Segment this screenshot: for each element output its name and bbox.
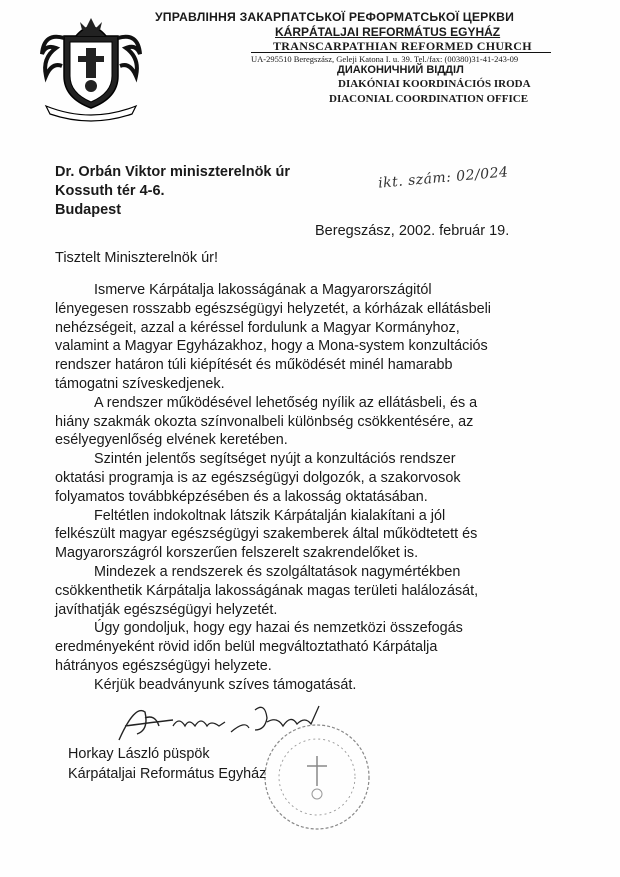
body-line: oktatási programja is az egészségügyi dolgozók, a szakorvosok xyxy=(55,469,461,486)
body-line: A rendszer működésével lehetőség nyílik az ellátásbeli, és a xyxy=(94,394,478,411)
letter-body xyxy=(55,281,575,695)
recipient-city: Budapest xyxy=(55,202,122,218)
body-line: valamint a Magyar Egyházakhoz, hogy a Mona-system konzultációs xyxy=(55,338,488,355)
letterhead-english: TRANSCARPATHIAN REFORMED CHURCH xyxy=(273,39,532,53)
body-line: Kérjük beadványunk szíves támogatását. xyxy=(94,676,357,693)
handwritten-reference-number: ikt. szám: 02/024 xyxy=(377,164,510,192)
official-stamp-icon xyxy=(260,720,375,835)
body-line: javíthatják egészségügyi helyzetét. xyxy=(55,601,278,618)
body-line: hátrányos egészségügyi helyzete. xyxy=(55,657,272,674)
body-line: esélyegyenlőség elvének keretében. xyxy=(55,432,288,449)
signer-block xyxy=(68,744,266,784)
office-name-ukrainian: ДИАКОНИЧНИЙ ВІДДІЛ xyxy=(337,64,464,76)
body-line: lényegesen rosszabb egészségügyi helyzetét, a kórházak ellátásbeli xyxy=(55,300,491,317)
body-line: nehézségeit, azzal a kéréssel fordulunk a Magyar Kormányhoz, xyxy=(55,319,460,336)
body-line: felkészült magyar egészségügyi szakemberek által működtetett és xyxy=(55,526,478,543)
body-line: támogatni szíveskedjenek. xyxy=(55,375,225,392)
letter-date: Beregszász, 2002. február 19. xyxy=(315,223,510,239)
recipient-street: Kossuth tér 4-6. xyxy=(55,183,165,199)
body-line: Mindezek a rendszerek és szolgáltatások nagymértékben xyxy=(94,563,461,580)
signer-organization: Kárpátaljai Református Egyház xyxy=(68,766,267,782)
signer-name: Horkay László püspök xyxy=(68,746,210,762)
body-line: Magyarországról korszerűen felszerelt szakrendelőket is. xyxy=(55,545,419,562)
letterhead-address: UA-295510 Beregszász, Geleji Katona I. u. 39. Tel./fax: (00380)31-41-243-09 xyxy=(251,54,519,64)
office-name-hungarian: DIAKÓNIAI KOORDINÁCIÓS IRODA xyxy=(338,78,531,90)
body-line: hiány szakmák okozta színvonalbeli különbség csökkentésére, az xyxy=(55,413,474,430)
recipient-block xyxy=(55,163,290,220)
body-line: eredményeként rövid időn belül megváltoztatható Kárpátalja xyxy=(55,639,438,656)
body-line: Feltétlen indokoltnak látszik Kárpátalján kialakítani a jól xyxy=(94,507,446,524)
office-name-english: DIACONIAL COORDINATION OFFICE xyxy=(329,93,529,105)
church-crest-icon xyxy=(36,14,146,124)
salutation: Tisztelt Miniszterelnök úr! xyxy=(55,250,219,266)
letterhead-ukrainian: УПРАВЛІННЯ ЗАКАРПАТСЬКОЇ РЕФОРМАТСЬКОЇ ЦЕРКВИ xyxy=(155,10,515,24)
recipient-name: Dr. Orbán Viktor miniszterelnök úr xyxy=(55,164,291,180)
body-line: rendszer határon túli kiépítését és működését minél hamarabb xyxy=(55,357,453,374)
body-line: csökkenthetik Kárpátalja lakosságának magas területi halálozását, xyxy=(55,582,479,599)
body-line: Szintén jelentős segítséget nyújt a konzultációs rendszer xyxy=(94,451,456,468)
body-line: folyamatos továbbképzésében és a lakosság oktatásában. xyxy=(55,488,428,505)
body-line: Úgy gondoljuk, hogy egy hazai és nemzetközi összefogás xyxy=(94,620,463,637)
letterhead-divider xyxy=(251,52,551,53)
body-line: Ismerve Kárpátalja lakosságának a Magyarországitól xyxy=(94,282,432,298)
letterhead-hungarian: KÁRPÁTALJAI REFORMÁTUS EGYHÁZ xyxy=(275,25,501,39)
